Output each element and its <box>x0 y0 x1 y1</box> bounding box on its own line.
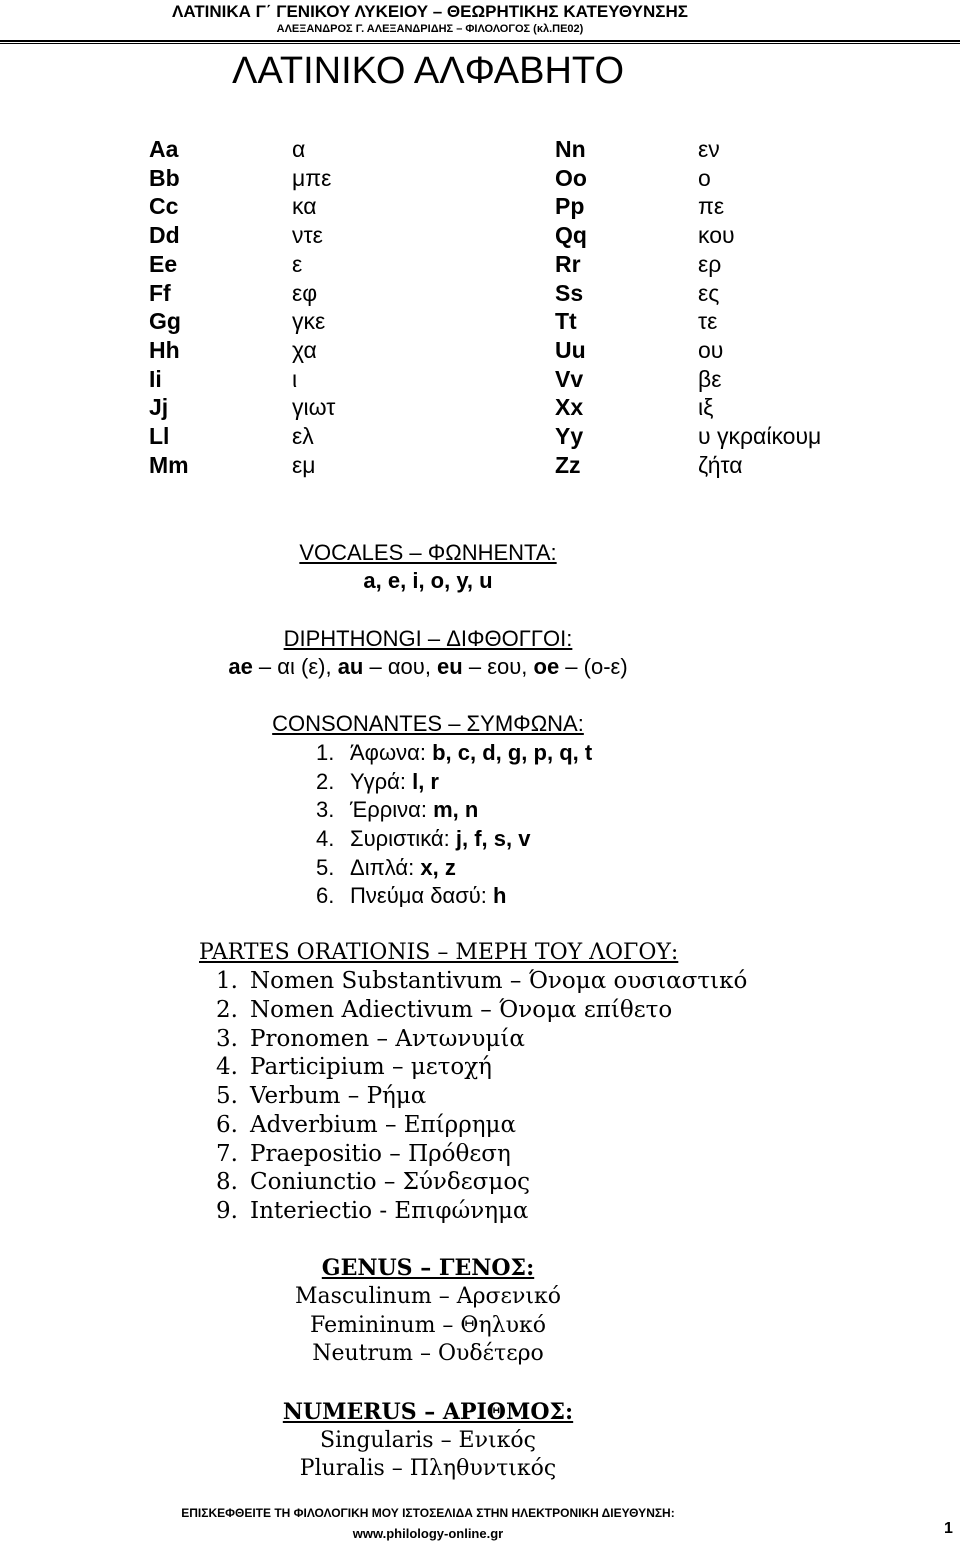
page-title: ΛΑΤΙΝΙΚΟ ΑΛΦΑΒΗΤΟ <box>231 50 625 92</box>
greek-pronunciation: κου <box>698 222 735 249</box>
latin-letter: Gg <box>149 308 181 335</box>
latin-letter: Bb <box>149 164 180 191</box>
greek-pronunciation: υ γκραίκουμ <box>698 423 822 449</box>
alphabet-row <box>0 221 960 250</box>
alphabet-row <box>0 393 960 422</box>
item-letters: m, n <box>433 797 479 822</box>
latin-letter: Dd <box>149 222 180 249</box>
item-text: Pronomen – Αντωνυμία <box>250 1026 525 1052</box>
item-number: 5. <box>216 1083 238 1109</box>
greek-pronunciation: ερ <box>698 250 722 277</box>
greek-pronunciation: εφ <box>292 279 318 306</box>
item-number: 8. <box>216 1169 238 1195</box>
item-letters: b, c, d, g, p, q, t <box>432 740 593 765</box>
item-letters: l, r <box>412 769 439 794</box>
greek-pronunciation: ες <box>698 279 720 306</box>
latin-letter: Hh <box>149 336 180 363</box>
latin-letter: Ss <box>555 279 584 306</box>
list-item <box>316 797 478 823</box>
item-text: Coniunctio – Σύνδεσμος <box>250 1169 531 1195</box>
item-label: Υγρά: <box>350 769 413 794</box>
vocales-heading: VOCALES – ΦΩΝΗΕΝΤΑ: <box>299 540 557 565</box>
alphabet-row <box>0 451 960 480</box>
latin-letter: Uu <box>555 336 586 363</box>
diphthong-latin: oe <box>533 654 560 679</box>
greek-pronunciation: ο <box>698 164 711 191</box>
item-number: 7. <box>216 1141 238 1167</box>
greek-pronunciation: τε <box>698 308 718 335</box>
item-text: Adverbium – Επίρρημα <box>250 1112 516 1138</box>
item-text: Nomen Adiectivum – Όνομα επίθετο <box>250 997 673 1023</box>
latin-letter: Cc <box>149 193 179 220</box>
list-item <box>216 1054 492 1080</box>
latin-letter: Aa <box>149 136 179 162</box>
diphthongi-heading: DIPHTHONGI – ΔΙΦΘΟΓΓΟΙ: <box>283 626 573 651</box>
latin-letter: Qq <box>555 222 587 249</box>
list-item <box>216 968 747 994</box>
list-item <box>216 1083 426 1109</box>
header-subtitle: ΑΛΕΞΑΝΔΡΟΣ Γ. ΑΛΕΞΑΝΔΡΙΔΗΣ – ΦΙΛΟΛΟΓΟΣ (κλ.ΠΕ02) <box>276 23 584 35</box>
latin-letter: Mm <box>149 451 189 478</box>
greek-pronunciation: ντε <box>292 222 323 249</box>
item-number: 5. <box>316 855 335 880</box>
latin-letter: Rr <box>555 250 581 277</box>
item-text: Praepositio – Πρόθεση <box>250 1141 511 1167</box>
diphthong-latin: ae <box>228 654 253 679</box>
list-item <box>216 1141 511 1167</box>
greek-pronunciation: γκε <box>292 308 326 335</box>
alphabet-row <box>0 192 960 221</box>
greek-pronunciation: μπε <box>292 164 332 191</box>
latin-letter: Nn <box>555 136 586 162</box>
list-item <box>216 1026 525 1052</box>
genus-item: Masculinum – Αρσενικό <box>295 1284 561 1309</box>
item-letters: j, f, s, v <box>455 826 531 851</box>
latin-letter: Oo <box>555 164 587 191</box>
latin-letter: Pp <box>555 193 585 220</box>
latin-letter: Xx <box>555 394 584 421</box>
latin-letter: Jj <box>149 394 169 421</box>
numerus-heading: NUMERUS – ΑΡΙΘΜΟΣ: <box>282 1399 574 1425</box>
alphabet-row <box>0 336 960 365</box>
item-number: 6. <box>316 883 335 908</box>
numerus-item: Singularis – Ενικός <box>320 1428 536 1453</box>
greek-pronunciation: γιωτ <box>292 394 336 421</box>
alphabet-row <box>0 164 960 193</box>
header-rule <box>0 40 960 44</box>
diphthong-greek: – εου, <box>462 654 534 679</box>
list-item <box>216 1112 516 1138</box>
page-number: 1 <box>944 1520 953 1537</box>
greek-pronunciation: ελ <box>292 423 314 449</box>
item-number: 2. <box>216 997 238 1023</box>
greek-pronunciation: ε <box>292 250 303 277</box>
item-number: 3. <box>316 797 335 822</box>
item-number: 9. <box>216 1198 238 1224</box>
list-item <box>316 740 592 766</box>
list-item <box>316 855 456 881</box>
diphthongi-list <box>0 654 856 680</box>
item-label: Διπλά: <box>350 855 421 880</box>
latin-letter: Tt <box>555 308 577 335</box>
item-number: 3. <box>216 1026 238 1052</box>
greek-pronunciation: εμ <box>292 451 316 478</box>
alphabet-row <box>0 250 960 279</box>
vocales-list: a, e, i, o, y, u <box>363 568 493 593</box>
greek-pronunciation: ζήτα <box>698 451 743 478</box>
greek-pronunciation: εν <box>698 136 720 162</box>
diphthong-latin: eu <box>437 654 463 679</box>
item-label: Πνεύμα δασύ: <box>350 883 494 908</box>
latin-letter: Ll <box>149 423 170 449</box>
greek-pronunciation: α <box>292 136 306 162</box>
item-text: Participium – μετοχή <box>250 1054 492 1080</box>
latin-letter: Vv <box>555 365 584 392</box>
list-item <box>316 826 530 852</box>
diphthong-greek: – αι (ε), <box>252 654 338 679</box>
numerus-item: Pluralis – Πληθυντικός <box>299 1456 557 1481</box>
list-item <box>216 997 672 1023</box>
alphabet-row <box>0 279 960 308</box>
item-label: Έρρινα: <box>350 797 434 822</box>
diphthong-greek: – (ο-ε) <box>559 654 628 679</box>
greek-pronunciation: πε <box>698 193 725 220</box>
list-item <box>316 883 507 909</box>
diphthong-latin: au <box>337 654 364 679</box>
greek-pronunciation: ιξ <box>698 394 714 421</box>
item-text: Nomen Substantivum – Όνομα ουσιαστικό <box>250 968 748 994</box>
item-number: 1. <box>316 740 335 765</box>
genus-heading: GENUS – ΓΕΝΟΣ: <box>321 1255 535 1281</box>
alphabet-row <box>0 365 960 394</box>
list-item <box>216 1169 530 1195</box>
greek-pronunciation: ι <box>292 365 298 392</box>
diphthong-greek: – αου, <box>363 654 438 679</box>
item-number: 1. <box>216 968 238 994</box>
greek-pronunciation: κα <box>292 193 317 220</box>
item-number: 6. <box>216 1112 238 1138</box>
consonantes-heading: CONSONANTES – ΣΥΜΦΩΝΑ: <box>272 711 584 736</box>
greek-pronunciation: χα <box>292 336 317 363</box>
alphabet-row <box>0 422 960 451</box>
footer-text: ΕΠΙΣΚΕΦΘΕΙΤΕ ΤΗ ΦΙΛΟΛΟΓΙΚΗ ΜΟΥ ΙΣΤΟΣΕΛΙΔΑ ΣΤΗΝ ΗΛΕΚΤΡΟΝΙΚΗ ΔΙΕΥΘΥΝΣΗ: <box>181 1506 675 1520</box>
alphabet-row <box>0 307 960 336</box>
item-number: 2. <box>316 769 335 794</box>
item-letters: h <box>493 883 507 908</box>
item-letters: x, z <box>420 855 456 880</box>
item-number: 4. <box>316 826 335 851</box>
genus-item: Neutrum – Ουδέτερο <box>312 1341 544 1366</box>
greek-pronunciation: βε <box>698 365 722 392</box>
partes-heading: PARTES ORATIONIS – ΜΕΡΗ ΤΟΥ ΛΟΓΟΥ: <box>199 940 679 965</box>
latin-letter: Ii <box>149 365 162 392</box>
item-number: 4. <box>216 1054 238 1080</box>
item-label: Άφωνα: <box>350 740 433 765</box>
list-item <box>216 1198 528 1224</box>
item-text: Verbum – Ρήμα <box>250 1083 427 1109</box>
genus-item: Femininum – Θηλυκό <box>310 1313 546 1338</box>
item-label: Συριστικά: <box>350 826 456 851</box>
greek-pronunciation: ου <box>698 336 724 363</box>
latin-letter: Yy <box>555 423 584 449</box>
list-item <box>316 769 439 795</box>
footer-link[interactable]: www.philology-online.gr <box>352 1526 504 1541</box>
latin-letter: Ff <box>149 279 171 306</box>
latin-letter: Zz <box>555 451 581 478</box>
alphabet-row <box>0 135 960 164</box>
header-title: ΛΑΤΙΝΙΚΑ Γ΄ ΓΕΝΙΚΟΥ ΛΥΚΕΙΟΥ – ΘΕΩΡΗΤΙΚΗΣ ΚΑΤΕΥΘΥΝΣΗΣ <box>172 2 688 21</box>
item-text: Interiectio - Επιφώνημα <box>250 1198 529 1224</box>
latin-letter: Ee <box>149 250 178 277</box>
